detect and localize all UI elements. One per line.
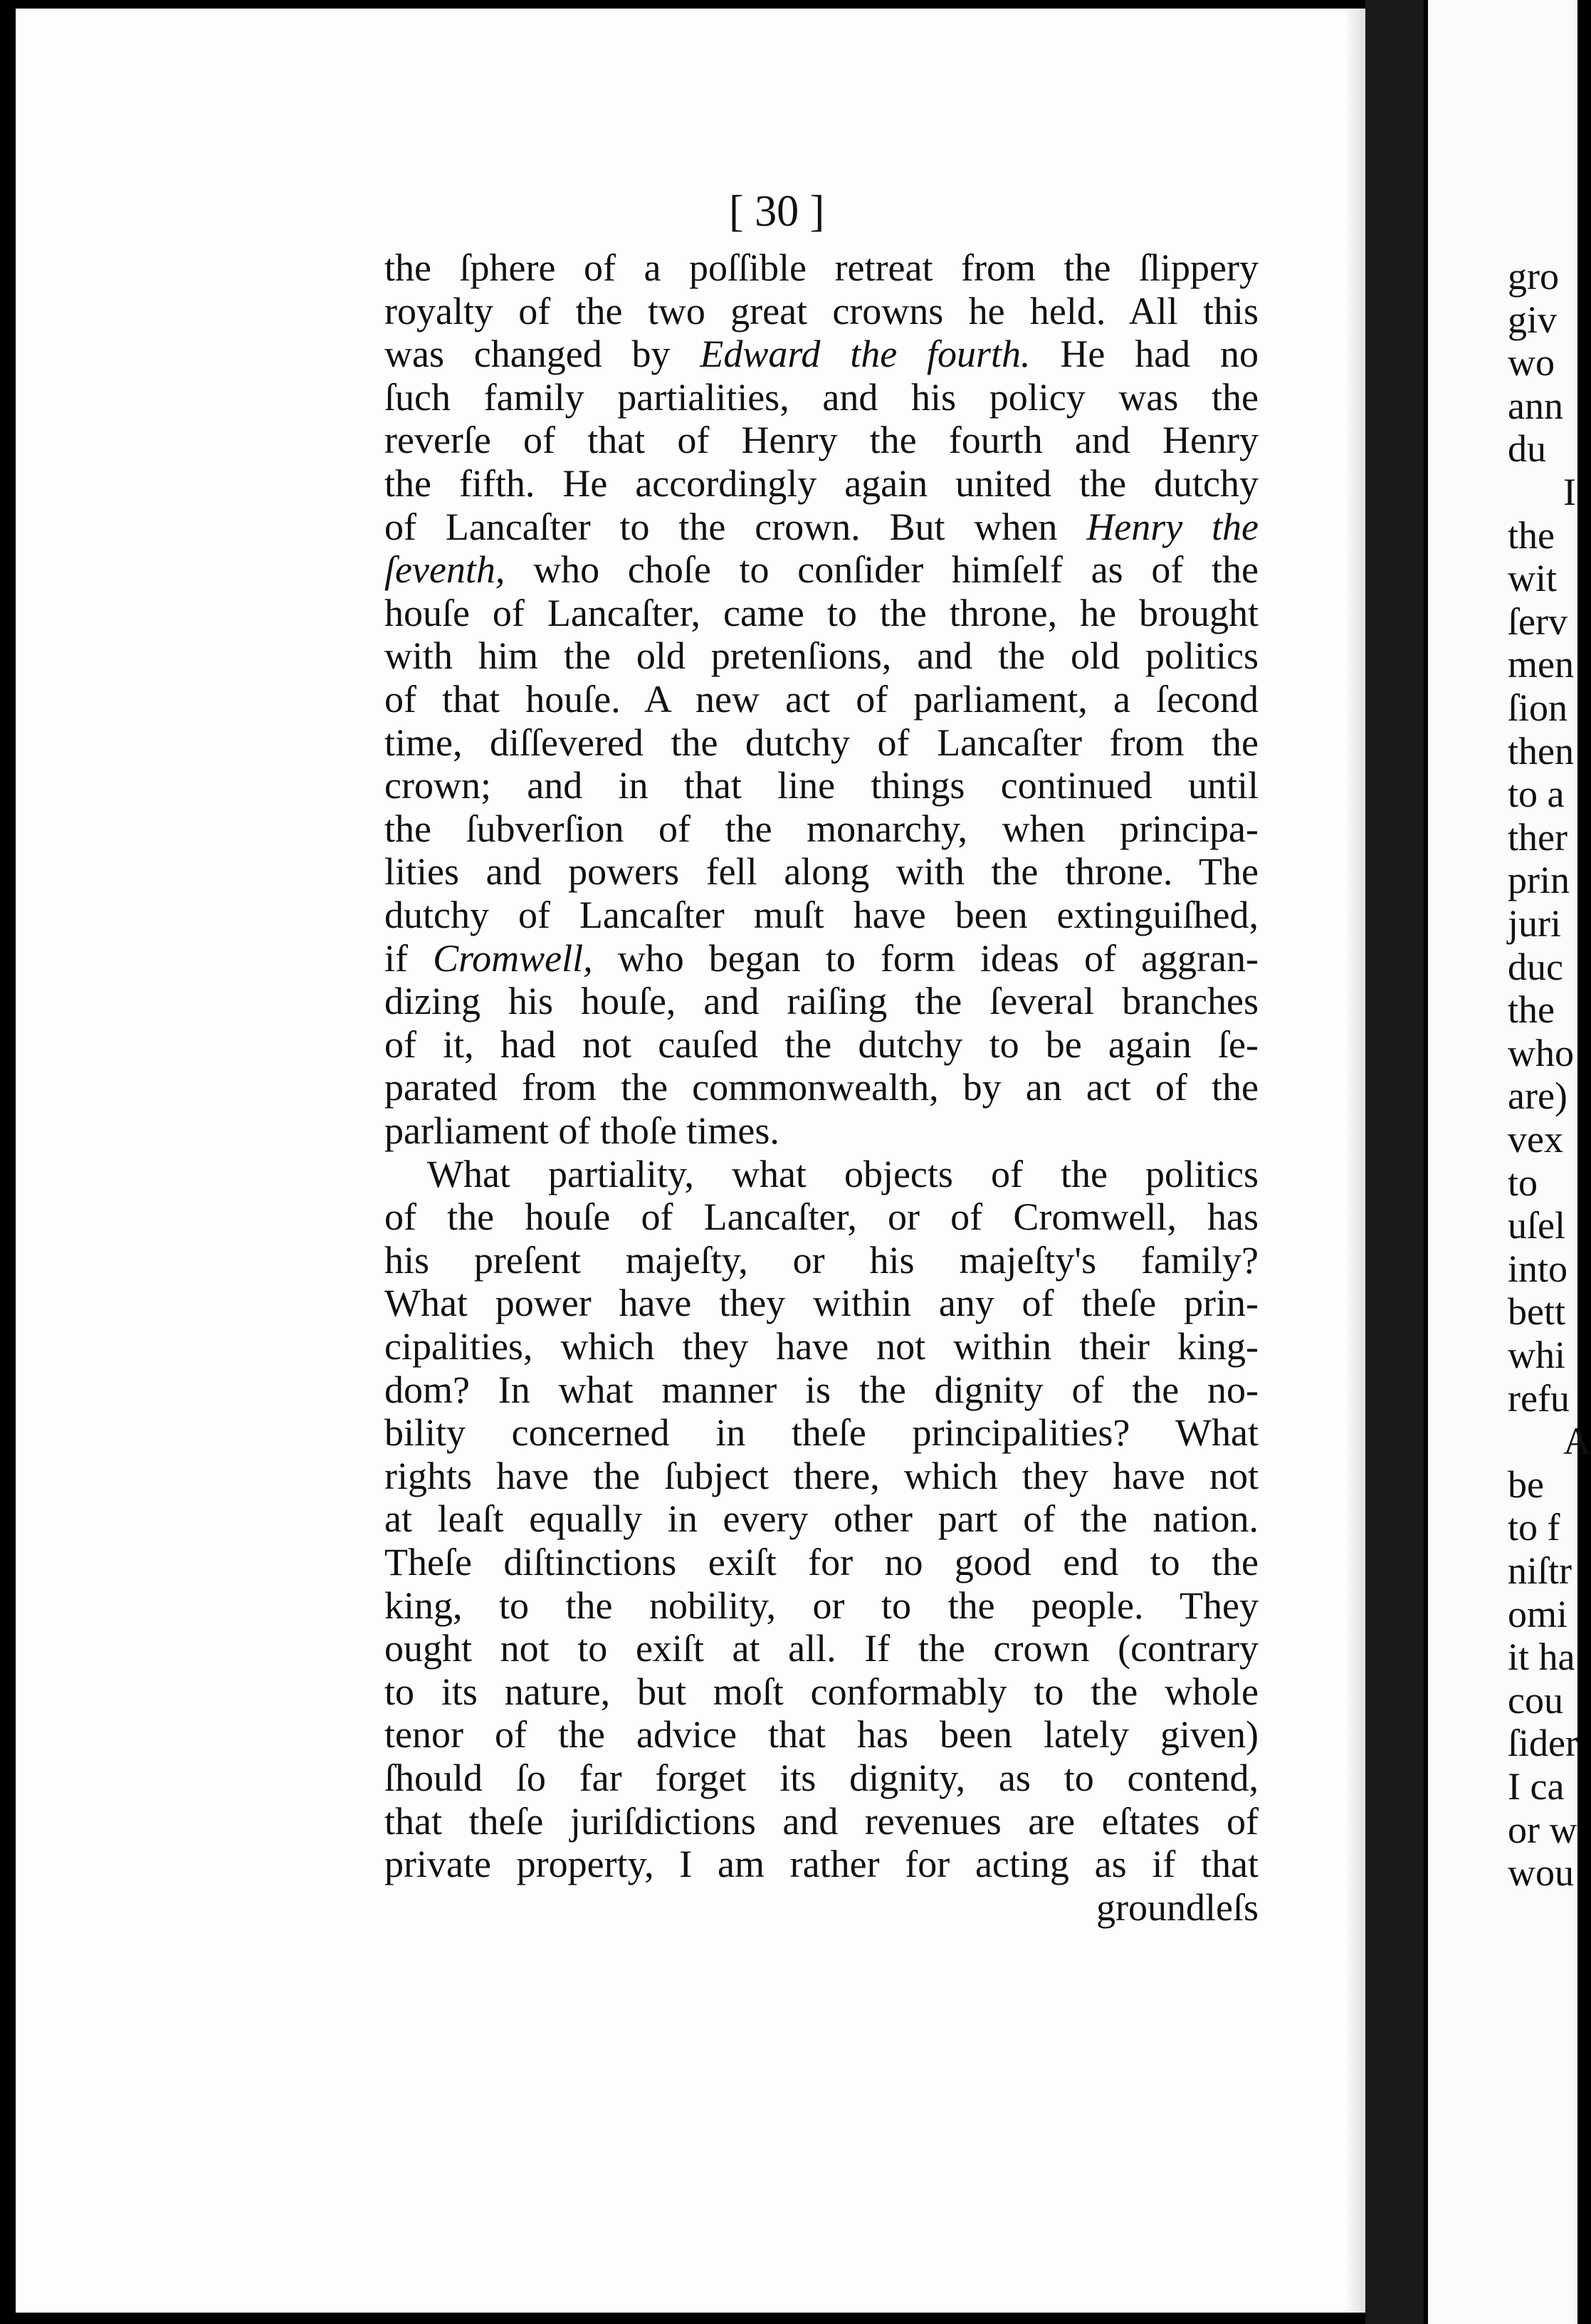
italic-name: Cromwell,: [433, 936, 593, 980]
cropped-line: whi: [1508, 1334, 1565, 1376]
text-span: He had no: [1030, 333, 1259, 376]
cropped-line: into: [1508, 1247, 1568, 1290]
text-span: was changed by: [384, 333, 700, 376]
text-line: the ſubverſion of the monarchy, when principa-: [384, 807, 1259, 850]
text-line: [384, 333, 1259, 375]
cropped-line: niſtr: [1508, 1549, 1572, 1592]
cropped-line: cou: [1508, 1678, 1563, 1722]
text-line: of the houſe of Lancaſter, or of Cromwell, has: [384, 1195, 1259, 1239]
catchword: groundleſs: [1096, 1885, 1259, 1929]
cropped-line: giv: [1508, 298, 1558, 341]
text-line: houſe of Lancaſter, came to the throne, he brought: [384, 591, 1259, 634]
cropped-line: ſion: [1508, 686, 1568, 729]
text-line: [384, 548, 1259, 591]
text-line: cipalities, which they have not within their king-: [384, 1325, 1259, 1368]
cropped-line: vex: [1508, 1118, 1563, 1161]
cropped-line: wit: [1508, 557, 1558, 600]
cropped-line: the: [1508, 513, 1555, 557]
cropped-line: duc: [1508, 945, 1563, 988]
text-line: ought not to exiſt at all. If the crown (contrary: [384, 1627, 1259, 1670]
text-span: of Lancaſter to the crown. But when: [384, 505, 1087, 548]
cropped-line: I ca: [1508, 1765, 1565, 1808]
text-line: king, to the nobility, or to the people. They: [384, 1584, 1259, 1627]
text-line: time, diſſevered the dutchy of Lancaſter from the: [384, 721, 1259, 764]
text-line: parliament of thoſe times.: [384, 1109, 779, 1152]
cropped-line: bett: [1508, 1290, 1565, 1334]
page-edge-shadow: [1344, 0, 1365, 2324]
cropped-line: to f: [1508, 1506, 1560, 1549]
cropped-line: be: [1508, 1462, 1544, 1506]
text-line: dutchy of Lancaſter muſt have been extinguiſhed,: [384, 894, 1259, 936]
cropped-line: or w: [1508, 1808, 1577, 1851]
cropped-line: ſerv: [1508, 600, 1568, 643]
text-line: tenor of the advice that has been lately given): [384, 1713, 1259, 1757]
text-line: with him the old pretenſions, and the old politics: [384, 634, 1259, 678]
page-number: [ 30 ]: [729, 187, 825, 236]
text-line: of that houſe. A new act of parliament, a ſecond: [384, 678, 1259, 721]
cropped-line: men: [1508, 643, 1574, 686]
cropped-line: wou: [1508, 1851, 1574, 1895]
text-line: Theſe diſtinctions exiſt for no good end to the: [384, 1541, 1259, 1584]
cropped-line: to: [1508, 1161, 1538, 1204]
book-gutter: [1365, 0, 1424, 2324]
text-line: rights have the ſubject there, which they have not: [384, 1454, 1259, 1497]
cropped-line: refu: [1508, 1376, 1570, 1420]
cropped-line: gro: [1508, 255, 1559, 298]
text-span: who began to form ideas of aggran-: [592, 936, 1259, 980]
text-line: the ſphere of a poſſible retreat from the ſlippery: [384, 246, 1259, 289]
cropped-line: ann: [1508, 384, 1563, 427]
cropped-line: juri: [1508, 902, 1561, 945]
text-line: crown; and in that line things continued until: [384, 764, 1259, 807]
text-line: of it, had not cauſed the dutchy to be again ſe-: [384, 1022, 1259, 1066]
text-line: royalty of the two great crowns he held. All this: [384, 289, 1259, 333]
cropped-line: uſel: [1508, 1204, 1565, 1247]
cropped-line: ſider: [1508, 1722, 1578, 1765]
text-line: his preſent majeſty, or his majeſty's family?: [384, 1238, 1259, 1282]
cropped-line: omi: [1508, 1592, 1568, 1635]
right-page: [1428, 0, 1591, 2324]
text-line: the fifth. He accordingly again united the dutchy: [384, 462, 1259, 505]
text-line: reverſe of that of Henry the fourth and Henry: [384, 419, 1259, 462]
cropped-line: wo: [1508, 341, 1555, 384]
text-line: parated from the commonwealth, by an act of the: [384, 1066, 1259, 1109]
text-line: bility concerned in theſe principalities? What: [384, 1411, 1259, 1455]
cropped-line: it ha: [1508, 1635, 1575, 1679]
text-line: that theſe juriſdictions and revenues are eſtates of: [384, 1799, 1259, 1843]
text-line: ſuch family partialities, and his policy was the: [384, 375, 1259, 419]
text-line: lities and powers fell along with the throne. The: [384, 850, 1259, 894]
text-line: at leaſt equally in every other part of the nation.: [384, 1497, 1259, 1541]
italic-name: Edward the fourth.: [700, 333, 1031, 376]
cropped-line: prin: [1508, 859, 1570, 902]
text-line: What partiality, what objects of the politics: [427, 1152, 1259, 1195]
text-span: if: [384, 936, 434, 980]
text-line: What power have they within any of theſe prin-: [384, 1282, 1259, 1325]
cropped-line: du: [1508, 427, 1546, 471]
italic-name: ſeventh,: [384, 548, 505, 592]
text-span: who choſe to conſider himſelf as of the: [505, 548, 1259, 592]
text-line: [384, 937, 1259, 980]
cropped-line: I: [1563, 471, 1576, 513]
cropped-line: the: [1508, 988, 1555, 1032]
cropped-line: are): [1508, 1074, 1568, 1118]
cropped-line: ther: [1508, 815, 1568, 859]
text-line: [384, 506, 1259, 548]
text-line: dom? In what manner is the dignity of the no-: [384, 1368, 1259, 1411]
cropped-line: A: [1563, 1420, 1591, 1463]
italic-name: Henry the: [1086, 505, 1259, 548]
text-line: to its nature, but moſt conformably to the whole: [384, 1670, 1259, 1713]
text-line: ſhould ſo far forget its dignity, as to contend,: [384, 1757, 1259, 1799]
cropped-line: then: [1508, 729, 1574, 773]
cropped-line: to a: [1508, 773, 1565, 816]
text-line: private property, I am rather for acting as if that: [384, 1843, 1259, 1886]
cropped-line: who: [1508, 1031, 1574, 1074]
text-line: dizing his houſe, and raiſing the ſeveral branches: [384, 980, 1259, 1023]
